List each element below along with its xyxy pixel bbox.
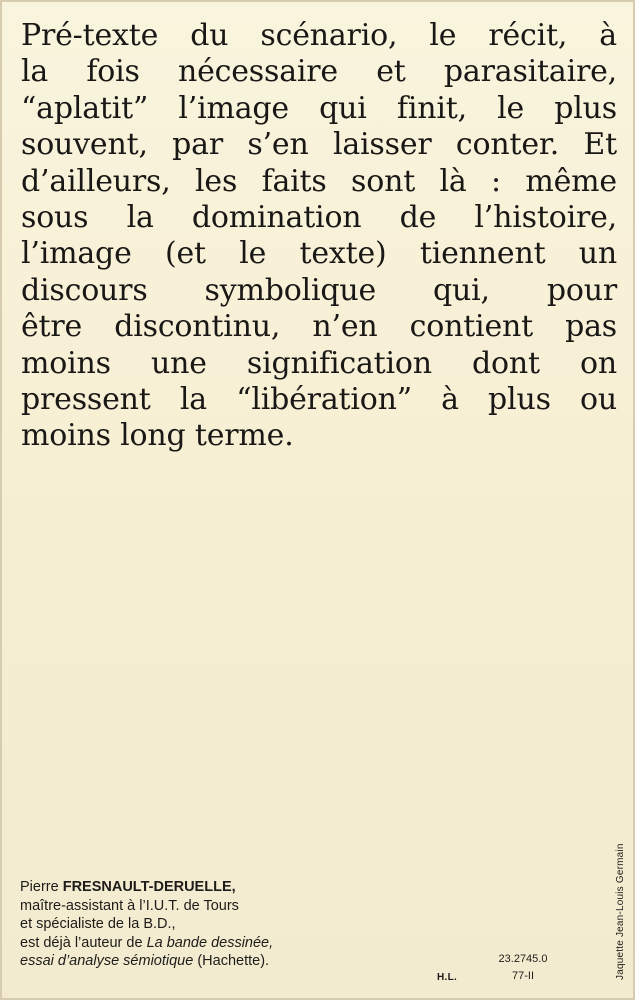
author-role-line: maître-assistant à l’I.U.T. de Tours xyxy=(20,897,239,914)
blurb-line: discours symbolique qui, pour xyxy=(21,272,617,308)
publisher-mark: H.L. xyxy=(437,972,458,983)
blurb-line: “aplatit” l’image qui finit, le plus xyxy=(21,90,617,126)
blurb-line: la fois nécessaire et parasitaire, xyxy=(21,54,617,90)
edition-code: 77-II xyxy=(511,970,534,982)
catalog-code: 23.2745.0 xyxy=(498,953,548,965)
book-title-part-1: La bande dessinée, xyxy=(146,934,274,951)
jacket-credit: Jaquette Jean-Louis Germain xyxy=(615,843,626,980)
book-publisher: (Hachette). xyxy=(193,953,270,970)
blurb-line: moins long terme. xyxy=(21,418,294,454)
blurb-line: d’ailleurs, les faits sont là : même xyxy=(21,163,617,199)
author-previous-work-line-2 xyxy=(20,952,320,971)
blurb-line: l’image (et le texte) tiennent un xyxy=(21,236,617,272)
previous-work-prefix: est déjà l’auteur de xyxy=(20,934,147,951)
blurb-line: pressent la “libération” à plus ou xyxy=(21,382,617,418)
blurb-line: être discontinu, n’en contient pas xyxy=(21,309,617,345)
author-specialty-line: et spécialiste de la B.D., xyxy=(20,916,176,933)
blurb-line: souvent, par s’en laisser conter. Et xyxy=(21,127,617,163)
catalog-codes xyxy=(492,951,554,985)
author-bio xyxy=(20,878,320,971)
blurb-text xyxy=(21,18,617,455)
author-first-name: Pierre xyxy=(20,879,59,895)
blurb-line: sous la domination de l’histoire, xyxy=(21,200,617,236)
book-title-part-2: essai d’analyse sémiotique xyxy=(20,953,194,970)
blurb-line: moins une signification dont on xyxy=(21,345,617,381)
author-name-line xyxy=(20,878,320,897)
author-last-name: FRESNAULT-DERUELLE, xyxy=(62,879,236,895)
blurb-line: Pré-texte du scénario, le récit, à xyxy=(21,18,617,53)
author-previous-work-line xyxy=(20,934,320,953)
